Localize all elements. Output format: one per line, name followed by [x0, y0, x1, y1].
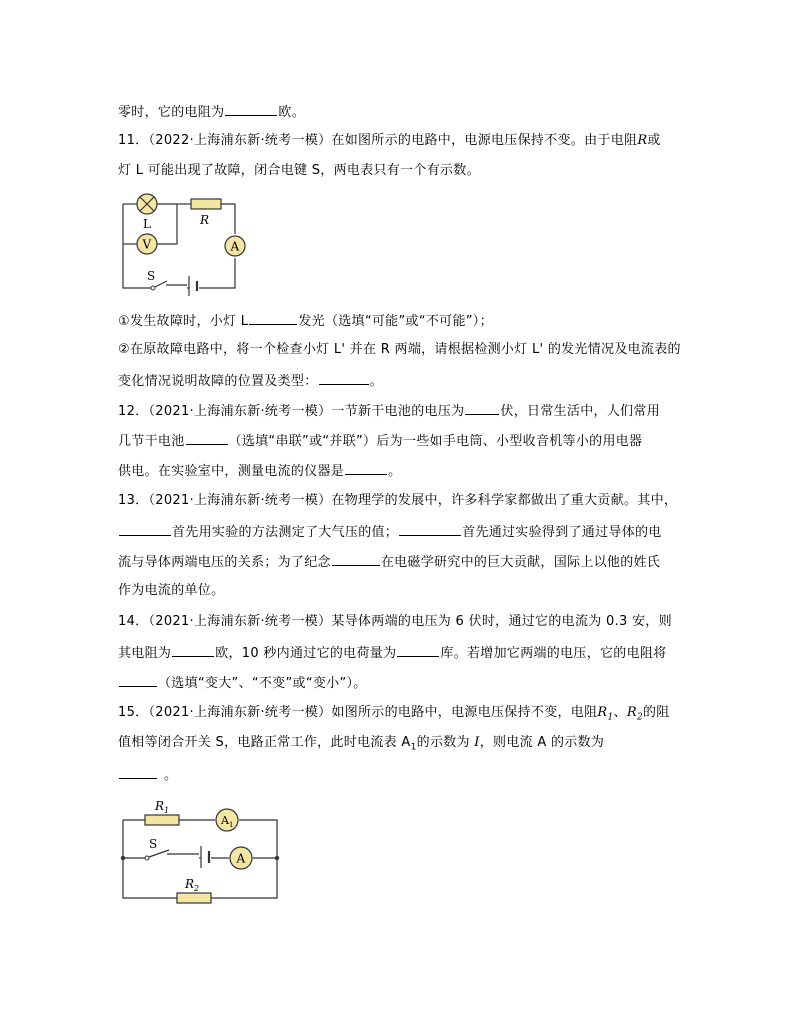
q11-line1: [118, 131, 661, 151]
q11-part2-text: ②在原故障电路中，将一个检查小灯 L' 并在 R 两端，请根据检测小灯 L' 的发光情况及电流表的: [118, 342, 681, 357]
q15-line3: [118, 764, 177, 786]
r1-label: $R_1$: [155, 799, 170, 815]
q12-text: 一节新干电池的电压为: [331, 404, 465, 419]
q14-line3: [118, 672, 367, 694]
q11-text: 在如图所示的电路中，电源电压保持不变。由于电阻: [331, 133, 638, 148]
switch-label: S: [147, 269, 156, 283]
q14-line1: [118, 612, 672, 632]
q13-text-line3-b: 在电磁学研究中的巨大贡献，国际上以他的姓氏: [380, 555, 661, 570]
q12-line1: [118, 400, 660, 422]
resistor-r2-icon: [177, 893, 211, 903]
q11-line2: [118, 161, 480, 181]
q13-text-line2-b: 首先通过实验得到了通过导体的电: [462, 525, 662, 540]
q14-blank-3[interactable]: [119, 672, 157, 687]
r2-label: $R_2$: [185, 877, 200, 893]
q12-text-b: 伏，日常生活中，人们常用: [500, 404, 661, 419]
q15-current-symbol: I: [474, 735, 480, 750]
q15-number: 15．: [118, 705, 149, 720]
q15-text-end: 。: [164, 768, 178, 783]
q11-part2-text-end: 。: [369, 374, 383, 389]
battery-icon: [187, 276, 197, 296]
resistor-icon: [191, 199, 221, 209]
q15-line1: [118, 703, 670, 728]
q12-text-line3: 供电。在实验室中，测量电流的仪器是: [118, 464, 345, 479]
q14-source: （2021·上海浦东新·统考一模）: [148, 614, 332, 629]
resistor-r1-icon: [145, 815, 179, 825]
q11-text-line2: 灯 L 可能出现了故障，闭合电键 S，两电表只有一个有示数。: [118, 163, 480, 178]
q14-text-line2-c: 库。若增加它两端的电压，它的电阻将: [440, 646, 667, 661]
q10-text-end: 欧。: [278, 105, 306, 120]
q15-text-b: 的阻: [642, 705, 670, 720]
q15-r2-symbol: R: [626, 705, 637, 720]
q11-resistor-symbol: R: [637, 133, 648, 148]
q11-part1: [118, 310, 493, 332]
q11-circuit-diagram: [115, 192, 255, 298]
q13-line1: [118, 491, 677, 511]
battery-icon: [199, 846, 209, 868]
q11-part1-text-b: 发光（选填“可能”或“不可能”）；: [298, 314, 493, 329]
q12-number: 12．: [118, 404, 149, 419]
q12-text-line2: 几节干电池: [118, 434, 185, 449]
q14-text-line2: 其电阻为: [118, 646, 172, 661]
q13-blank-1[interactable]: [119, 521, 171, 536]
q15-r2-sub: 2: [636, 712, 643, 723]
q12-source: （2021·上海浦东新·统考一模）: [148, 404, 332, 419]
a1-label: $A_1$: [221, 814, 234, 829]
q13-number: 13．: [118, 493, 149, 508]
q12-line3: [118, 460, 401, 482]
q11-part2-text-b: 变化情况说明故障的位置及类型：: [118, 374, 318, 389]
q14-text: 某导体两端的电压为 6 伏时，通过它的电流为 0.3 安，则: [331, 614, 672, 629]
q13-text-line3: 流与导体两端电压的关系；为了纪念: [118, 555, 331, 570]
q14-line2: [118, 642, 667, 664]
q14-blank-1[interactable]: [172, 642, 214, 657]
q11-text-b: 或: [647, 133, 661, 148]
q10-blank[interactable]: [225, 101, 277, 116]
q11-part1-blank[interactable]: [249, 310, 297, 325]
q10-ending: [118, 101, 305, 123]
q15-line2: [118, 733, 604, 758]
q13-line2: [118, 521, 662, 543]
q12-text-end: 。: [388, 464, 402, 479]
q15-circuit-diagram: [115, 792, 285, 914]
q15-text-line2-b: 的示数为: [416, 735, 470, 750]
q13-line4: [118, 581, 224, 601]
q13-text-line4: 作为电流的单位。: [118, 583, 225, 598]
q15-r1-sub: 1: [607, 712, 614, 723]
q11-number: 11．: [118, 133, 149, 148]
q13-text-line2: 首先用实验的方法测定了大气压的值；: [172, 525, 399, 540]
q11-source: （2022·上海浦东新·统考一模）: [148, 133, 332, 148]
q13-line3: [118, 551, 660, 573]
ammeter-label: A: [236, 851, 246, 866]
q15-text-line2-c: ，则电流 A 的示数为: [479, 735, 605, 750]
q14-text-line2-b: 欧，10 秒内通过它的电荷量为: [215, 646, 397, 661]
q11-part2-line1: [118, 340, 681, 360]
q13-blank-2[interactable]: [399, 521, 461, 536]
q15-source: （2021·上海浦东新·统考一模）: [148, 705, 332, 720]
q14-text-line3: （选填“变大”、“不变”或“变小”）。: [158, 676, 367, 691]
q11-part2-blank[interactable]: [319, 370, 369, 385]
q11-part1-text: ①发生故障时，小灯 L: [118, 314, 249, 329]
q12-blank-3[interactable]: [345, 460, 387, 475]
q15-text: 如图所示的电路中，电源电压保持不变，电阻: [331, 705, 598, 720]
switch-label: S: [149, 837, 158, 851]
q12-blank-2[interactable]: [186, 430, 228, 445]
q13-blank-3[interactable]: [332, 551, 380, 566]
ammeter-label: A: [230, 239, 240, 254]
q12-line2: [118, 430, 642, 452]
q15-separator: 、: [613, 705, 627, 720]
q12-text-line2-b: （选填“串联”或“并联”）后为一些如手电筒、小型收音机等小的用电器: [228, 434, 643, 449]
lamp-icon: [137, 194, 157, 214]
q12-blank-1[interactable]: [465, 400, 499, 415]
q14-blank-2[interactable]: [397, 642, 439, 657]
q15-a1-sub: 1: [410, 742, 417, 753]
q13-text: 在物理学的发展中，许多科学家都做出了重大贡献。其中，: [331, 493, 678, 508]
q14-number: 14．: [118, 614, 149, 629]
q11-part2-line2: [118, 370, 383, 392]
q15-text-line2: 值相等闭合开关 S，电路正常工作，此时电流表 A: [118, 735, 411, 750]
q10-text: 零时，它的电阻为: [118, 105, 225, 120]
q13-source: （2021·上海浦东新·统考一模）: [148, 493, 332, 508]
voltmeter-label: V: [142, 237, 152, 252]
resistor-label: R: [200, 213, 210, 227]
lamp-label: L: [143, 217, 151, 231]
q15-blank[interactable]: [119, 764, 157, 779]
switch-icon: [145, 850, 169, 860]
q15-r1-symbol: R: [597, 705, 608, 720]
